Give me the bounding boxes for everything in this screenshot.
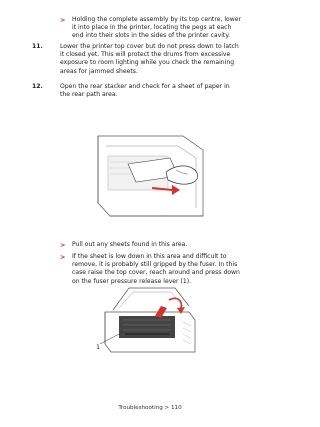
bullet-arrow: > [60,16,66,24]
fuser-lever-illustration [95,282,205,362]
step-text-fuser-release [72,253,240,286]
text-line: Holding the complete assembly by its top centre, lower [72,16,241,23]
step-text-rear-stacker [60,83,230,99]
text-line: it closed yet. This will protect the drums from excessive [60,51,231,59]
page-footer: Troubleshooting > 110 [118,405,182,411]
step-number-11: 11. [32,43,43,50]
text-line: end into their slots in the sides of the printer cavity. [72,32,230,40]
text-line: exposure to room lighting while you check the remaining [60,59,235,67]
step-text-pull-out [72,241,187,249]
text-line: remove, it is probably still gripped by the fuser. In this [72,261,238,269]
text-line: Pull out any sheets found in this area. [72,241,188,248]
text-line: it into place in the printer, locating the pegs at each [72,24,232,32]
step-text-holding-assembly [72,16,241,41]
text-line: areas for jammed sheets. [60,67,138,75]
rear-stacker-illustration [88,128,218,223]
text-line: Lower the printer top cover but do not press down to latch [60,43,239,50]
text-line: the rear path area. [60,91,118,99]
step-text-lower-cover [60,43,239,76]
text-line: case raise the top cover, reach around and press down [72,269,240,277]
bullet-arrow: > [60,241,66,249]
text-line: Open the rear stacker and check for a sheet of paper in [60,83,230,90]
step-number-12: 12. [32,83,43,90]
callout-label-1: 1 [96,343,101,351]
text-line: If the sheet is low down in this area and difficult to [72,253,227,260]
text-line: on the fuser pressure release lever (1). [72,277,192,285]
bullet-arrow: > [60,253,66,261]
